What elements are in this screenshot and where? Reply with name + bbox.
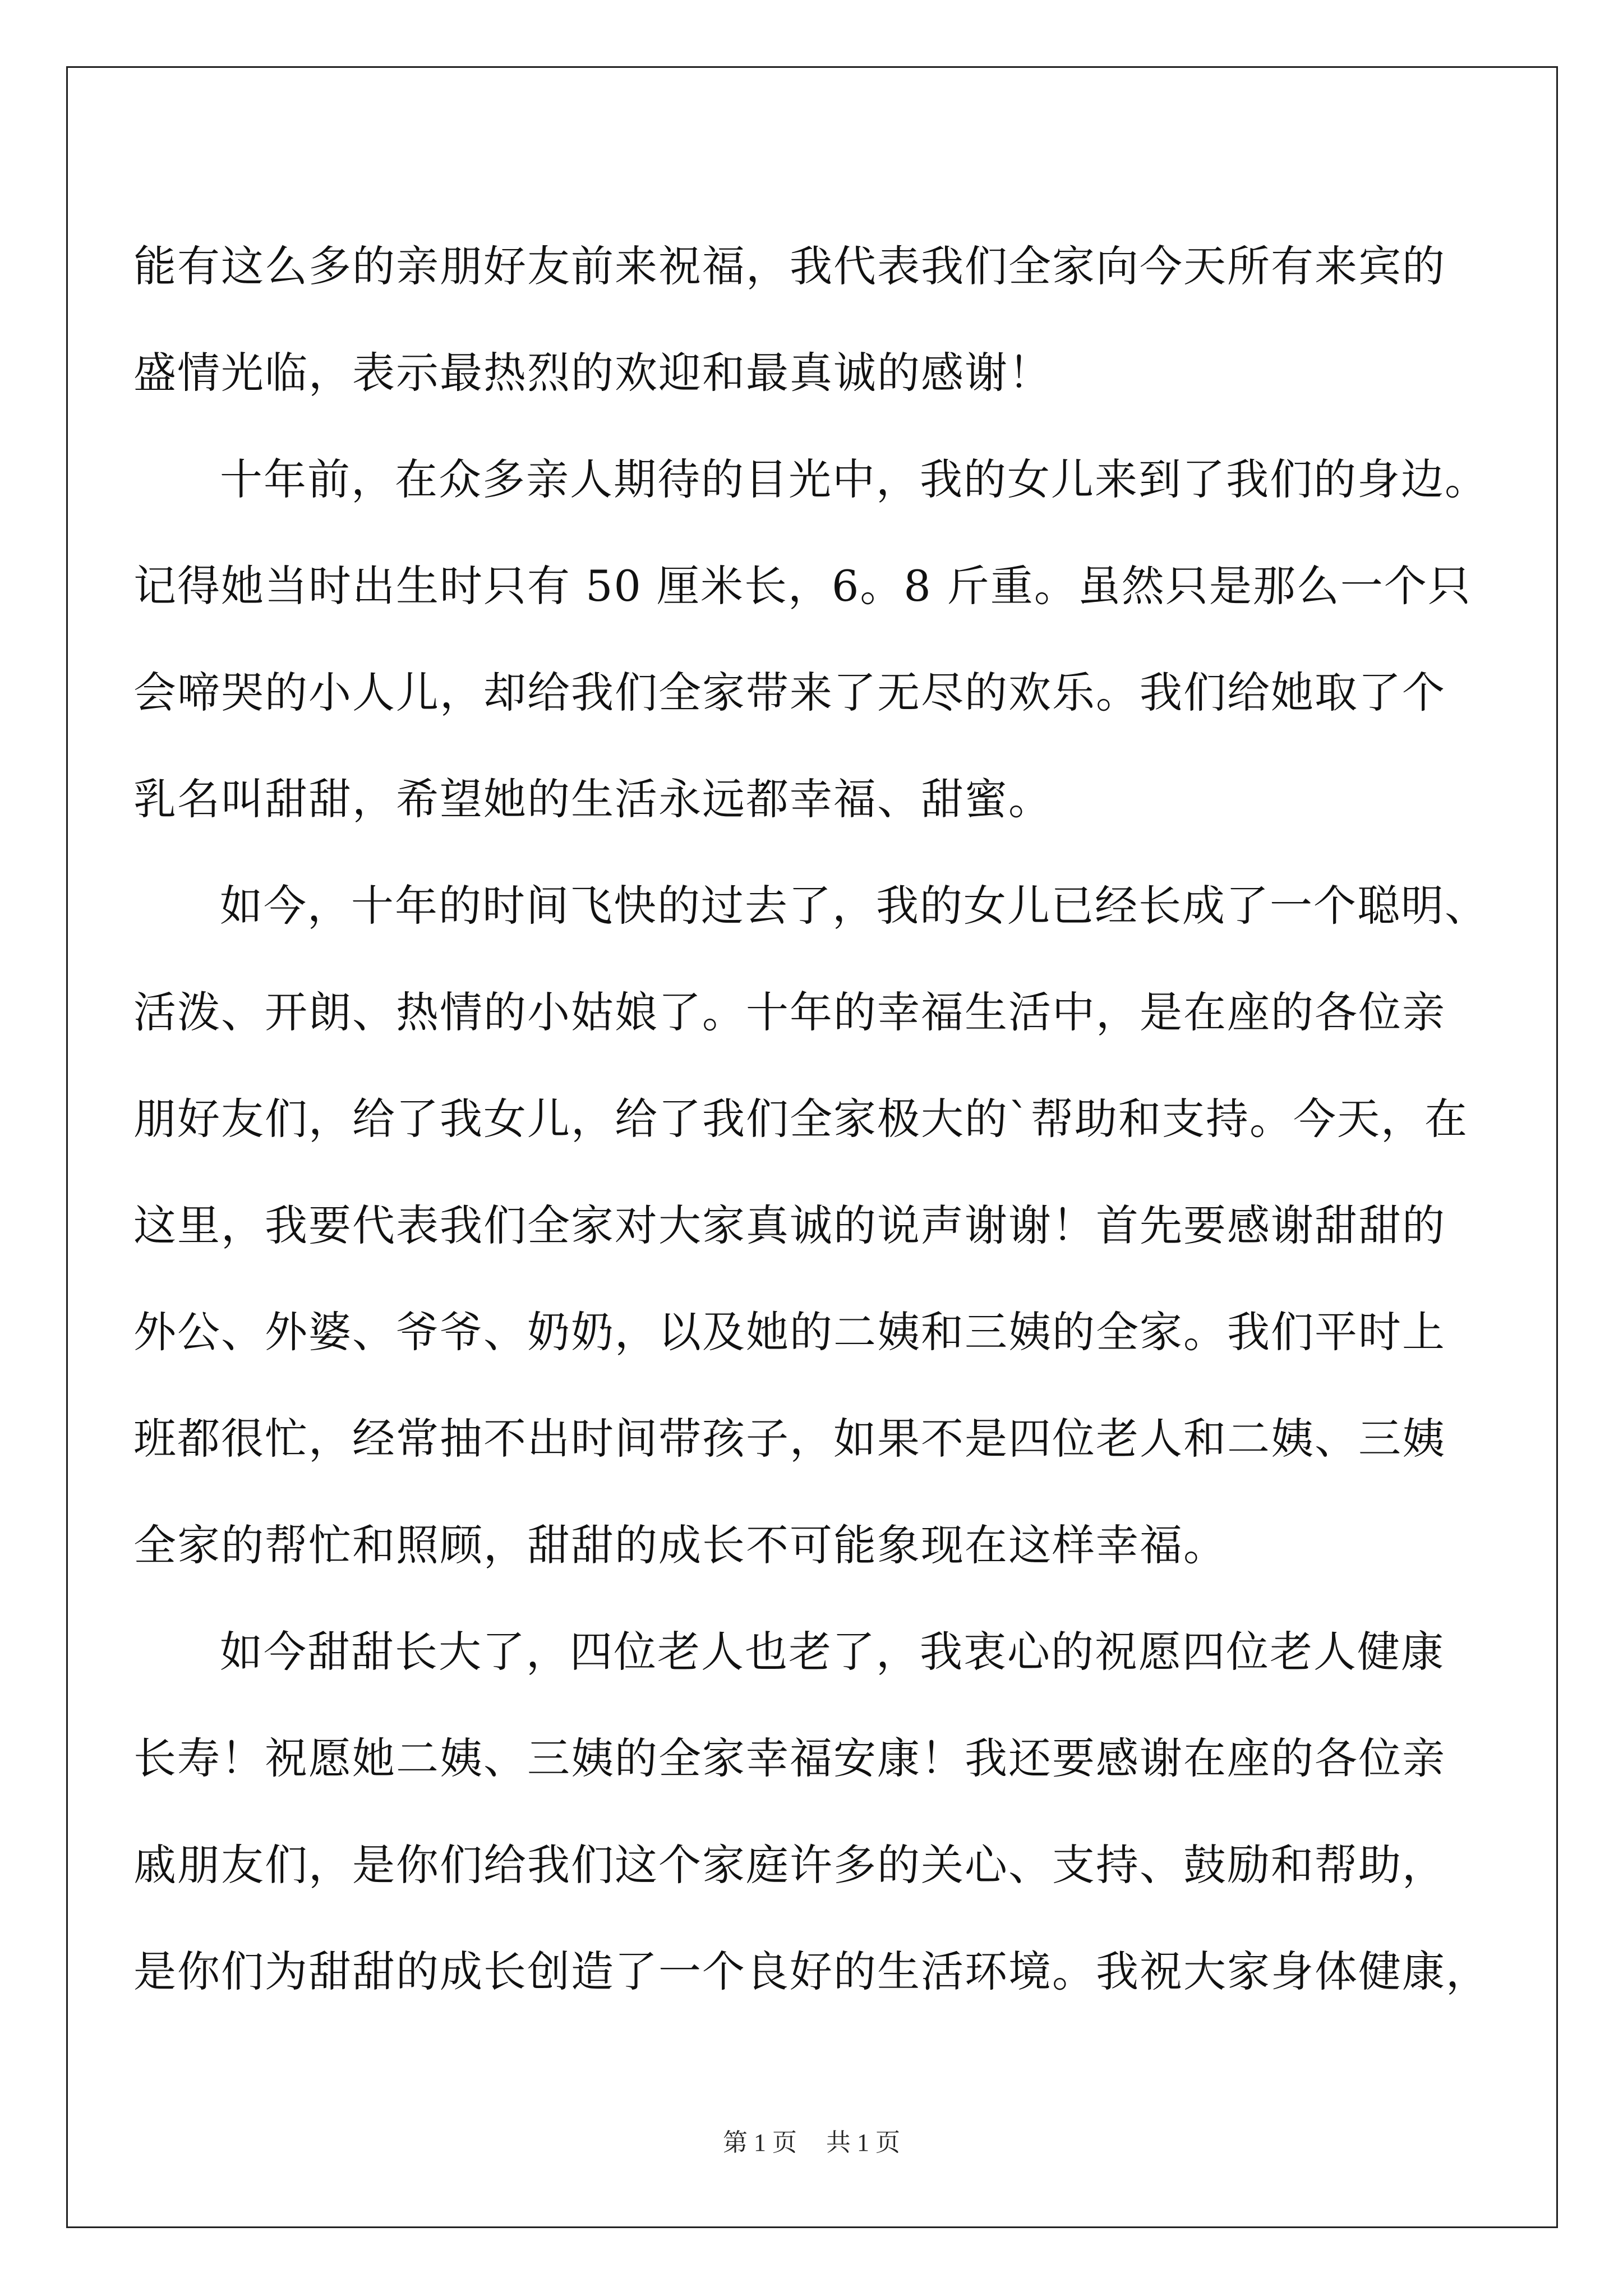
paragraph-3 bbox=[133, 853, 1502, 1599]
page-number: 第 1 页 bbox=[723, 2129, 797, 2156]
text-line: 是你们为甜甜的成长创造了一个良好的生活环境。我祝大家身体健康， bbox=[133, 1947, 1490, 1996]
paragraph-2 bbox=[133, 426, 1502, 853]
text-line: 会啼哭的小人儿，却给我们全家带来了无尽的欢乐。我们给她取了个 bbox=[133, 668, 1446, 717]
text-line: 朋好友们，给了我女儿，给了我们全家极大的`帮助和支持。今天，在 bbox=[133, 1094, 1468, 1144]
text-line: 外公、外婆、爷爷、奶奶，以及她的二姨和三姨的全家。我们平时上 bbox=[133, 1307, 1446, 1357]
text-line: 盛情光临，表示最热烈的欢迎和最真诚的感谢！ bbox=[133, 348, 1052, 398]
text-line: 能有这么多的亲朋好友前来祝福，我代表我们全家向今天所有来宾的 bbox=[133, 241, 1446, 291]
text-line: 如今甜甜长大了，四位老人也老了，我衷心的祝愿四位老人健康 bbox=[220, 1627, 1445, 1677]
paragraph-1 bbox=[133, 213, 1502, 426]
page-footer bbox=[0, 2126, 1623, 2160]
text-line: 活泼、开朗、热情的小姑娘了。十年的幸福生活中，是在座的各位亲 bbox=[133, 987, 1446, 1037]
text-line: 这里，我要代表我们全家对大家真诚的说声谢谢！首先要感谢甜甜的 bbox=[133, 1200, 1446, 1250]
text-line: 记得她当时出生时只有 50 厘米长，6。8 斤重。虽然只是那么一个只 bbox=[133, 561, 1472, 611]
text-line: 班都很忙，经常抽不出时间带孩子，如果不是四位老人和二姨、三姨 bbox=[133, 1414, 1446, 1464]
text-line: 十年前，在众多亲人期待的目光中，我的女儿来到了我们的身边。 bbox=[220, 454, 1488, 504]
paragraph-4 bbox=[133, 1599, 1502, 2025]
document-body bbox=[133, 213, 1502, 2025]
page-total: 共 1 页 bbox=[826, 2129, 900, 2156]
text-line: 如今，十年的时间飞快的过去了，我的女儿已经长成了一个聪明、 bbox=[220, 881, 1488, 931]
text-line: 乳名叫甜甜，希望她的生活永远都幸福、甜蜜。 bbox=[133, 774, 1052, 824]
text-line: 长寿！祝愿她二姨、三姨的全家幸福安康！我还要感谢在座的各位亲 bbox=[133, 1733, 1446, 1783]
text-line: 全家的帮忙和照顾，甜甜的成长不可能象现在这样幸福。 bbox=[133, 1520, 1227, 1570]
text-line: 戚朋友们，是你们给我们这个家庭许多的关心、支持、鼓励和帮助， bbox=[133, 1840, 1446, 1890]
